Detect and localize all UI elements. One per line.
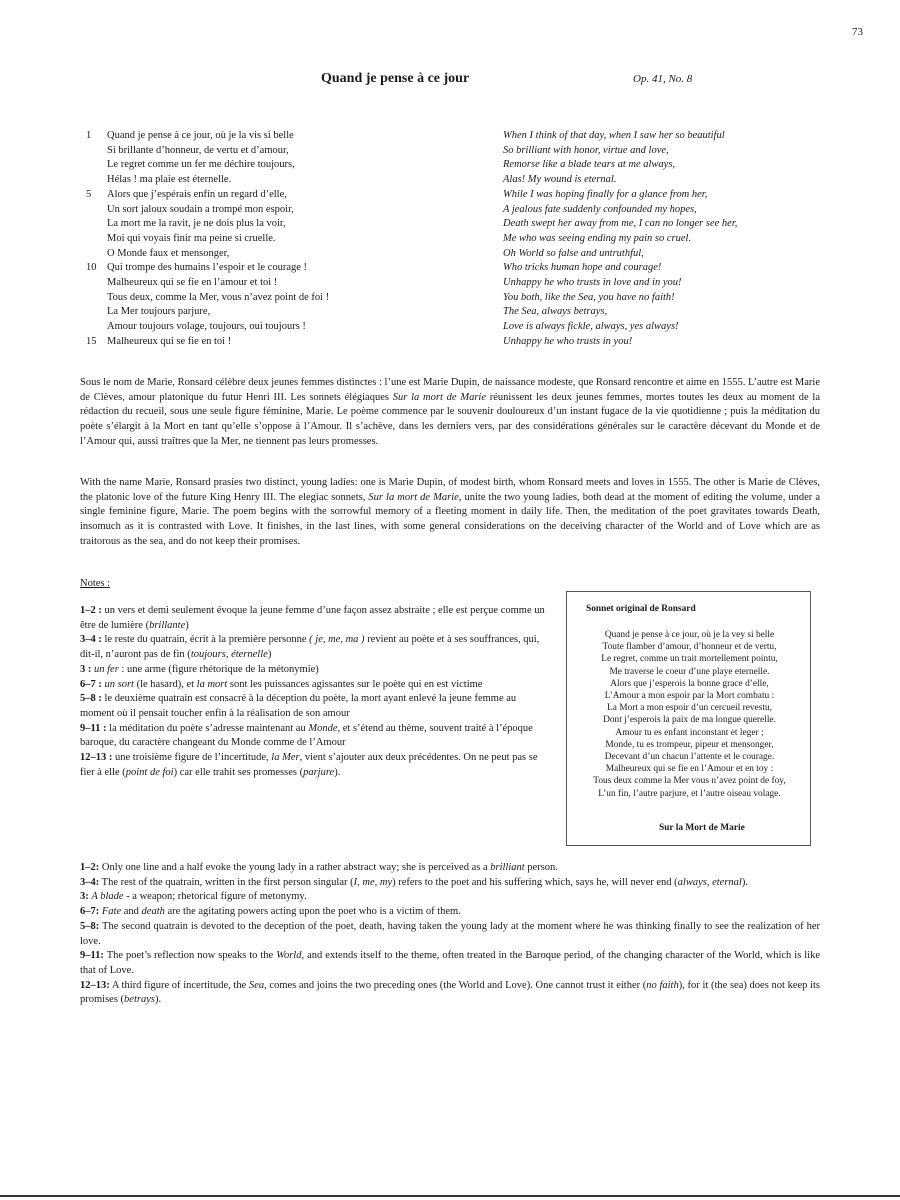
notes-english	[80, 861, 820, 1008]
note-text: un vers et demi seulement évoque la jeune femme d’une façon assez abstraite ; elle est perçue comme un être de lumière (	[80, 605, 545, 631]
commentary-italic: Sur la mort de Marie	[392, 391, 486, 403]
note-text: (le hasard), et	[133, 678, 197, 690]
note-italic: brillante	[149, 619, 186, 631]
line-text: Quand je pense à ce jour, où je la vis si belle	[107, 130, 294, 141]
note-italic: un fer	[94, 663, 119, 675]
line-text: Tous deux, comme la Mer, vous n’avez point de foi !	[107, 291, 330, 303]
note-italic: un sort	[104, 678, 134, 690]
note-text: la méditation du poète s’adresse maintenant au	[106, 722, 309, 734]
sonnet-line: Me traverse le coeur d’une playe eternelle.	[609, 666, 770, 677]
poem-line-translation: Remorse like a blade tears at me always,	[503, 159, 676, 171]
note-ref: 12–13:	[80, 979, 110, 991]
poem-line-translation: Me who was seeing ending my pain so cruel.	[503, 232, 692, 244]
poem-line-translation: Love is always fickle, always, yes always!	[503, 321, 679, 333]
poem-line	[86, 276, 486, 291]
poem-line	[86, 261, 486, 276]
poem-line	[86, 129, 486, 144]
note-ref: 3–4 :	[80, 634, 102, 646]
poem-line	[86, 291, 486, 306]
poem-line	[86, 305, 486, 320]
note-text: ) refers to the poet and his suffering which, says he, will never end (	[392, 876, 678, 888]
line-text: Amour toujours volage, toujours, oui toujours !	[107, 321, 306, 333]
note-text: , comes and joins the two preceding ones (the World and Love). One cannot trust it either (	[264, 979, 647, 991]
note-item	[80, 663, 550, 678]
commentary-english	[80, 476, 820, 550]
poem-line-translation: When I think of that day, when I saw her so beautiful	[503, 130, 725, 141]
note-text: and	[121, 906, 142, 918]
note-ref: 9–11 :	[80, 722, 107, 734]
note-text: le reste du quatrain, écrit à la première personne	[101, 634, 310, 646]
sonnet-line: L’un fin, l’autre parjure, et l’autre oiseau volage.	[598, 788, 781, 799]
note-item	[80, 604, 550, 633]
poem-line	[86, 335, 486, 350]
note-text: ) car elle trahit ses promesses (	[173, 766, 304, 778]
page-bottom-edge	[0, 1195, 900, 1197]
commentary-italic: Sur la mort de Marie	[368, 491, 459, 503]
note-text: , vient s’ajouter aux deux précédentes. On ne peut pas se fier à elle (	[80, 752, 538, 778]
poem-line-translation: Alas! My wound is eternal.	[503, 174, 617, 186]
note-italic: I, me, my	[353, 876, 393, 888]
poem-line-translation: You both, like the Sea, you have no faith!	[503, 291, 675, 303]
poem-line	[86, 188, 486, 203]
note-italic: Sea	[248, 979, 265, 991]
note-item	[80, 890, 820, 905]
note-item	[80, 633, 550, 662]
note-italic: toujours, éternelle	[190, 649, 268, 661]
note-italic: point de foi	[125, 766, 174, 778]
note-ref: 9–11:	[80, 950, 104, 962]
poem-line-translation: Oh World so false and untruthful,	[503, 247, 644, 259]
line-text: Moi qui voyais finir ma peine si cruelle.	[107, 232, 276, 244]
original-sonnet-box	[566, 591, 811, 846]
commentary-text: , unite the two young ladies, both dead at the moment of editing the volume, under a single feminine figure, Marie. The poem begins with the sorrowful memory of a fleeting moment in daily life. Then, the meditation of the poet gravitates towards Death, insomuch as it is contrasted with Love. It finishes, in the last lines, with some general considerations on the deceiving character of the World and of Love which are as traitorous as the sea, and do not keep their promises.	[80, 491, 820, 547]
poem-line-translation: While I was hoping finally for a glance from her,	[503, 188, 708, 200]
line-text: Malheureux qui se fie en toi !	[107, 335, 232, 347]
note-italic: Fate	[101, 906, 122, 918]
note-italic: always, eternal	[677, 876, 742, 888]
poem-line-translation: Unhappy he who trusts in love and in you!	[503, 277, 682, 289]
poem-line	[86, 144, 486, 159]
note-text: sont les puissances agissantes sur le poète qui en est victime	[227, 678, 483, 690]
poem-line-translation: Death swept her away from me, I can no longer see her,	[503, 218, 738, 230]
poem-line	[86, 173, 486, 188]
note-text: are the agitating powers acting upon the poet who is a victim of them.	[164, 906, 461, 918]
line-text: Malheureux qui se fie en l’amour et toi !	[107, 277, 278, 289]
note-italic: A blade	[91, 891, 124, 903]
note-item	[80, 692, 550, 721]
poem-line-translation: The Sea, always betrays,	[503, 306, 608, 318]
note-text: ).	[334, 766, 341, 778]
note-text: : une arme (figure rhétorique de la métonymie)	[118, 663, 319, 675]
note-ref: 3 :	[80, 663, 92, 675]
note-ref: 5–8:	[80, 920, 100, 932]
poem-line-translation: Unhappy he who trusts in you!	[503, 335, 633, 347]
note-text: The second quatrain is devoted to the deception of the poet, death, having taken the young lady at the moment where he was thinking finally to see the realization of her love.	[80, 920, 820, 947]
poem-line	[86, 247, 486, 262]
note-item	[80, 905, 820, 920]
commentary-text: With the name Marie, Ronsard prasies two distinct, young ladies: one is Marie Dupin, of modest birth, whom Ronsard meets and loves in 1555. The other is Marie de Clèves, the platonic love of the future King Henry III. The elegiac sonnets,	[80, 477, 820, 503]
note-text: - a weapon; rhetorical figure of metonymy.	[123, 891, 307, 903]
line-text: Si brillante d’honneur, de vertu et d’amour,	[107, 144, 289, 156]
note-italic: la Mer	[271, 752, 300, 764]
note-item	[80, 751, 550, 780]
line-number: 10	[86, 262, 97, 274]
sonnet-source: Sur la Mort de Marie	[659, 823, 745, 833]
note-italic: brilliant	[490, 862, 525, 873]
note-ref: 3:	[80, 891, 89, 903]
note-italic: ( je, me, ma )	[309, 634, 365, 646]
poem-line-translation: So brilliant with honor, virtue and love,	[503, 144, 669, 156]
note-italic: parjure	[303, 766, 335, 778]
sonnet-line: Quand je pense à ce jour, où je la vey si belle	[604, 630, 775, 640]
note-text: )	[185, 619, 189, 631]
sonnet-heading: Sonnet original de Ronsard	[586, 604, 696, 614]
poem-line	[86, 203, 486, 218]
note-italic: Monde	[308, 722, 338, 734]
sonnet-line: Le regret, comme un trait mortellement pointu,	[601, 654, 778, 665]
sonnet-line: Decevant d’un chacun l’attente et le courage.	[604, 752, 775, 763]
poem-french	[86, 129, 486, 350]
note-text: The poet’s reflection now speaks to the	[103, 950, 277, 962]
note-text: une troisième figure de l’incertitude,	[112, 752, 272, 764]
poem-line	[86, 158, 486, 173]
line-text: La mort me la ravit, je ne dois plus la voir,	[107, 218, 286, 230]
poem-line	[86, 232, 486, 247]
line-text: Le regret comme un fer me déchire toujours,	[107, 159, 295, 171]
note-ref: 12–13 :	[80, 752, 113, 764]
poem-english	[503, 129, 863, 350]
line-text: Alors que j’espérais enfin un regard d’elle,	[107, 188, 287, 200]
line-text: O Monde faux et mensonger,	[107, 247, 230, 259]
sonnet-line: Toute flamber d’amour, d’honneur et de vertu,	[602, 642, 777, 653]
note-text: ).	[154, 994, 162, 1006]
note-item	[80, 861, 820, 876]
sonnet-lines	[573, 629, 806, 800]
poem-line-translation: A jealous fate suddenly confounded my hopes,	[503, 203, 697, 215]
note-text: , and extends itself to the theme, often treated in the Baroque period, of the changing character of the World, which is like that of Love.	[80, 950, 820, 976]
note-text: ).	[741, 876, 748, 888]
commentary-french	[80, 376, 820, 450]
song-title: Quand je pense à ce jour	[321, 71, 470, 86]
note-text: , et s’étend au thème, souvent traité à l’époque baroque, du caractère changeant du Monde comme de l’Amour	[80, 722, 533, 749]
note-text: person.	[524, 862, 558, 873]
sonnet-line: L’Amour a mon espoir par la Mort combatu :	[604, 691, 775, 702]
note-item	[80, 678, 550, 693]
line-text: Un sort jaloux soudain a trompé mon espoir,	[107, 203, 294, 215]
note-ref: 6–7 :	[80, 678, 102, 690]
commentary-text: réunissent les deux jeunes femmes, mortes toutes les deux au moment de la rédaction du recueil, sous une seule figure féminine, Marie. Le poème commence par le souvenir douloureux d’un instant fugace de la vie quotidienne ; puis la méditation du poète s’élargit à la Mort en tant qu’elle s’oppose à l’Amour. Il s’achève, dans les derniers vers, par des considérations générales sur le caractère décevant du Monde et de l’Amour qui, aussi traîtres que la Mer, ne tiennent pas leurs promesses.	[80, 391, 820, 447]
note-item	[80, 876, 820, 891]
note-ref: 1–2 :	[80, 605, 102, 616]
poem-line	[86, 320, 486, 335]
page-number: 73	[852, 26, 863, 38]
note-item	[80, 979, 820, 1008]
notes-heading: Notes :	[80, 578, 111, 589]
note-italic: World	[276, 950, 302, 962]
notes-french	[80, 604, 550, 780]
line-text: Qui trompe des humains l’espoir et le courage !	[107, 262, 308, 274]
sonnet-line: Tous deux comme la Mer vous n’avez point de foy,	[593, 776, 786, 787]
line-number: 5	[86, 188, 92, 200]
note-italic: la mort	[196, 678, 228, 690]
note-ref: 6–7:	[80, 906, 100, 918]
note-item	[80, 920, 820, 949]
note-text: ), for it (the sea) does not keep its promises (	[80, 979, 820, 1006]
note-text: A third figure of incertitude, the	[109, 979, 249, 991]
note-text: )	[267, 649, 272, 661]
note-italic: death	[141, 906, 165, 918]
poem-line	[86, 217, 486, 232]
sonnet-line: Monde, tu es trompeur, pipeur et mensonger,	[605, 739, 774, 750]
sonnet-line: Malheureux qui se fie en l’Amour et en toy :	[605, 764, 774, 775]
note-item	[80, 949, 820, 978]
commentary-text: Sous le nom de Marie, Ronsard célèbre deux jeunes femmes distinctes : l’une est Marie Dupin, de naissance modeste, que Ronsard rencontre et aime en 1555. L’autre est Marie de Clèves, amour platonique du futur Henri III. Les sonnets élégiaques	[80, 377, 820, 403]
note-ref: 1–2:	[80, 862, 100, 873]
note-italic: betrays	[124, 994, 155, 1006]
note-ref: 3–4:	[80, 876, 100, 888]
sonnet-line: Amour tu es enfant inconstant et leger ;	[615, 727, 764, 738]
note-text: le deuxième quatrain est consacré à la déception du poète, la mort ayant enlevé la jeune femme au moment où il pensait toucher enfin à la réalisation de son amour	[80, 693, 517, 719]
sonnet-line: La Mort a mon espoir d’un cercueil revestu,	[606, 703, 773, 714]
sonnet-line: Dont j’esperois la paix de ma longue querelle.	[603, 715, 776, 726]
note-text: Only one line and a half evoke the young lady in a rather abstract way; she is perceived as a	[99, 862, 491, 873]
opus-number: Op. 41, No. 8	[633, 73, 693, 85]
line-text: Hélas ! ma plaie est éternelle.	[107, 174, 232, 186]
line-number: 15	[86, 335, 97, 347]
line-number: 1	[86, 130, 92, 141]
note-item	[80, 722, 550, 751]
note-italic: no faith	[646, 979, 679, 991]
note-text: revient au poète et à ses souffrances, qui, dit-il, n’auront pas de fin (	[80, 634, 540, 661]
note-text: The rest of the quatrain, written in the first person singular (	[99, 876, 354, 888]
line-text: La Mer toujours parjure,	[107, 306, 211, 318]
poem-line-translation: Who tricks human hope and courage!	[503, 262, 662, 274]
note-ref: 5–8 :	[80, 693, 102, 705]
sonnet-line: Alors que j’esperois la bonne grace d’elle,	[610, 678, 769, 689]
